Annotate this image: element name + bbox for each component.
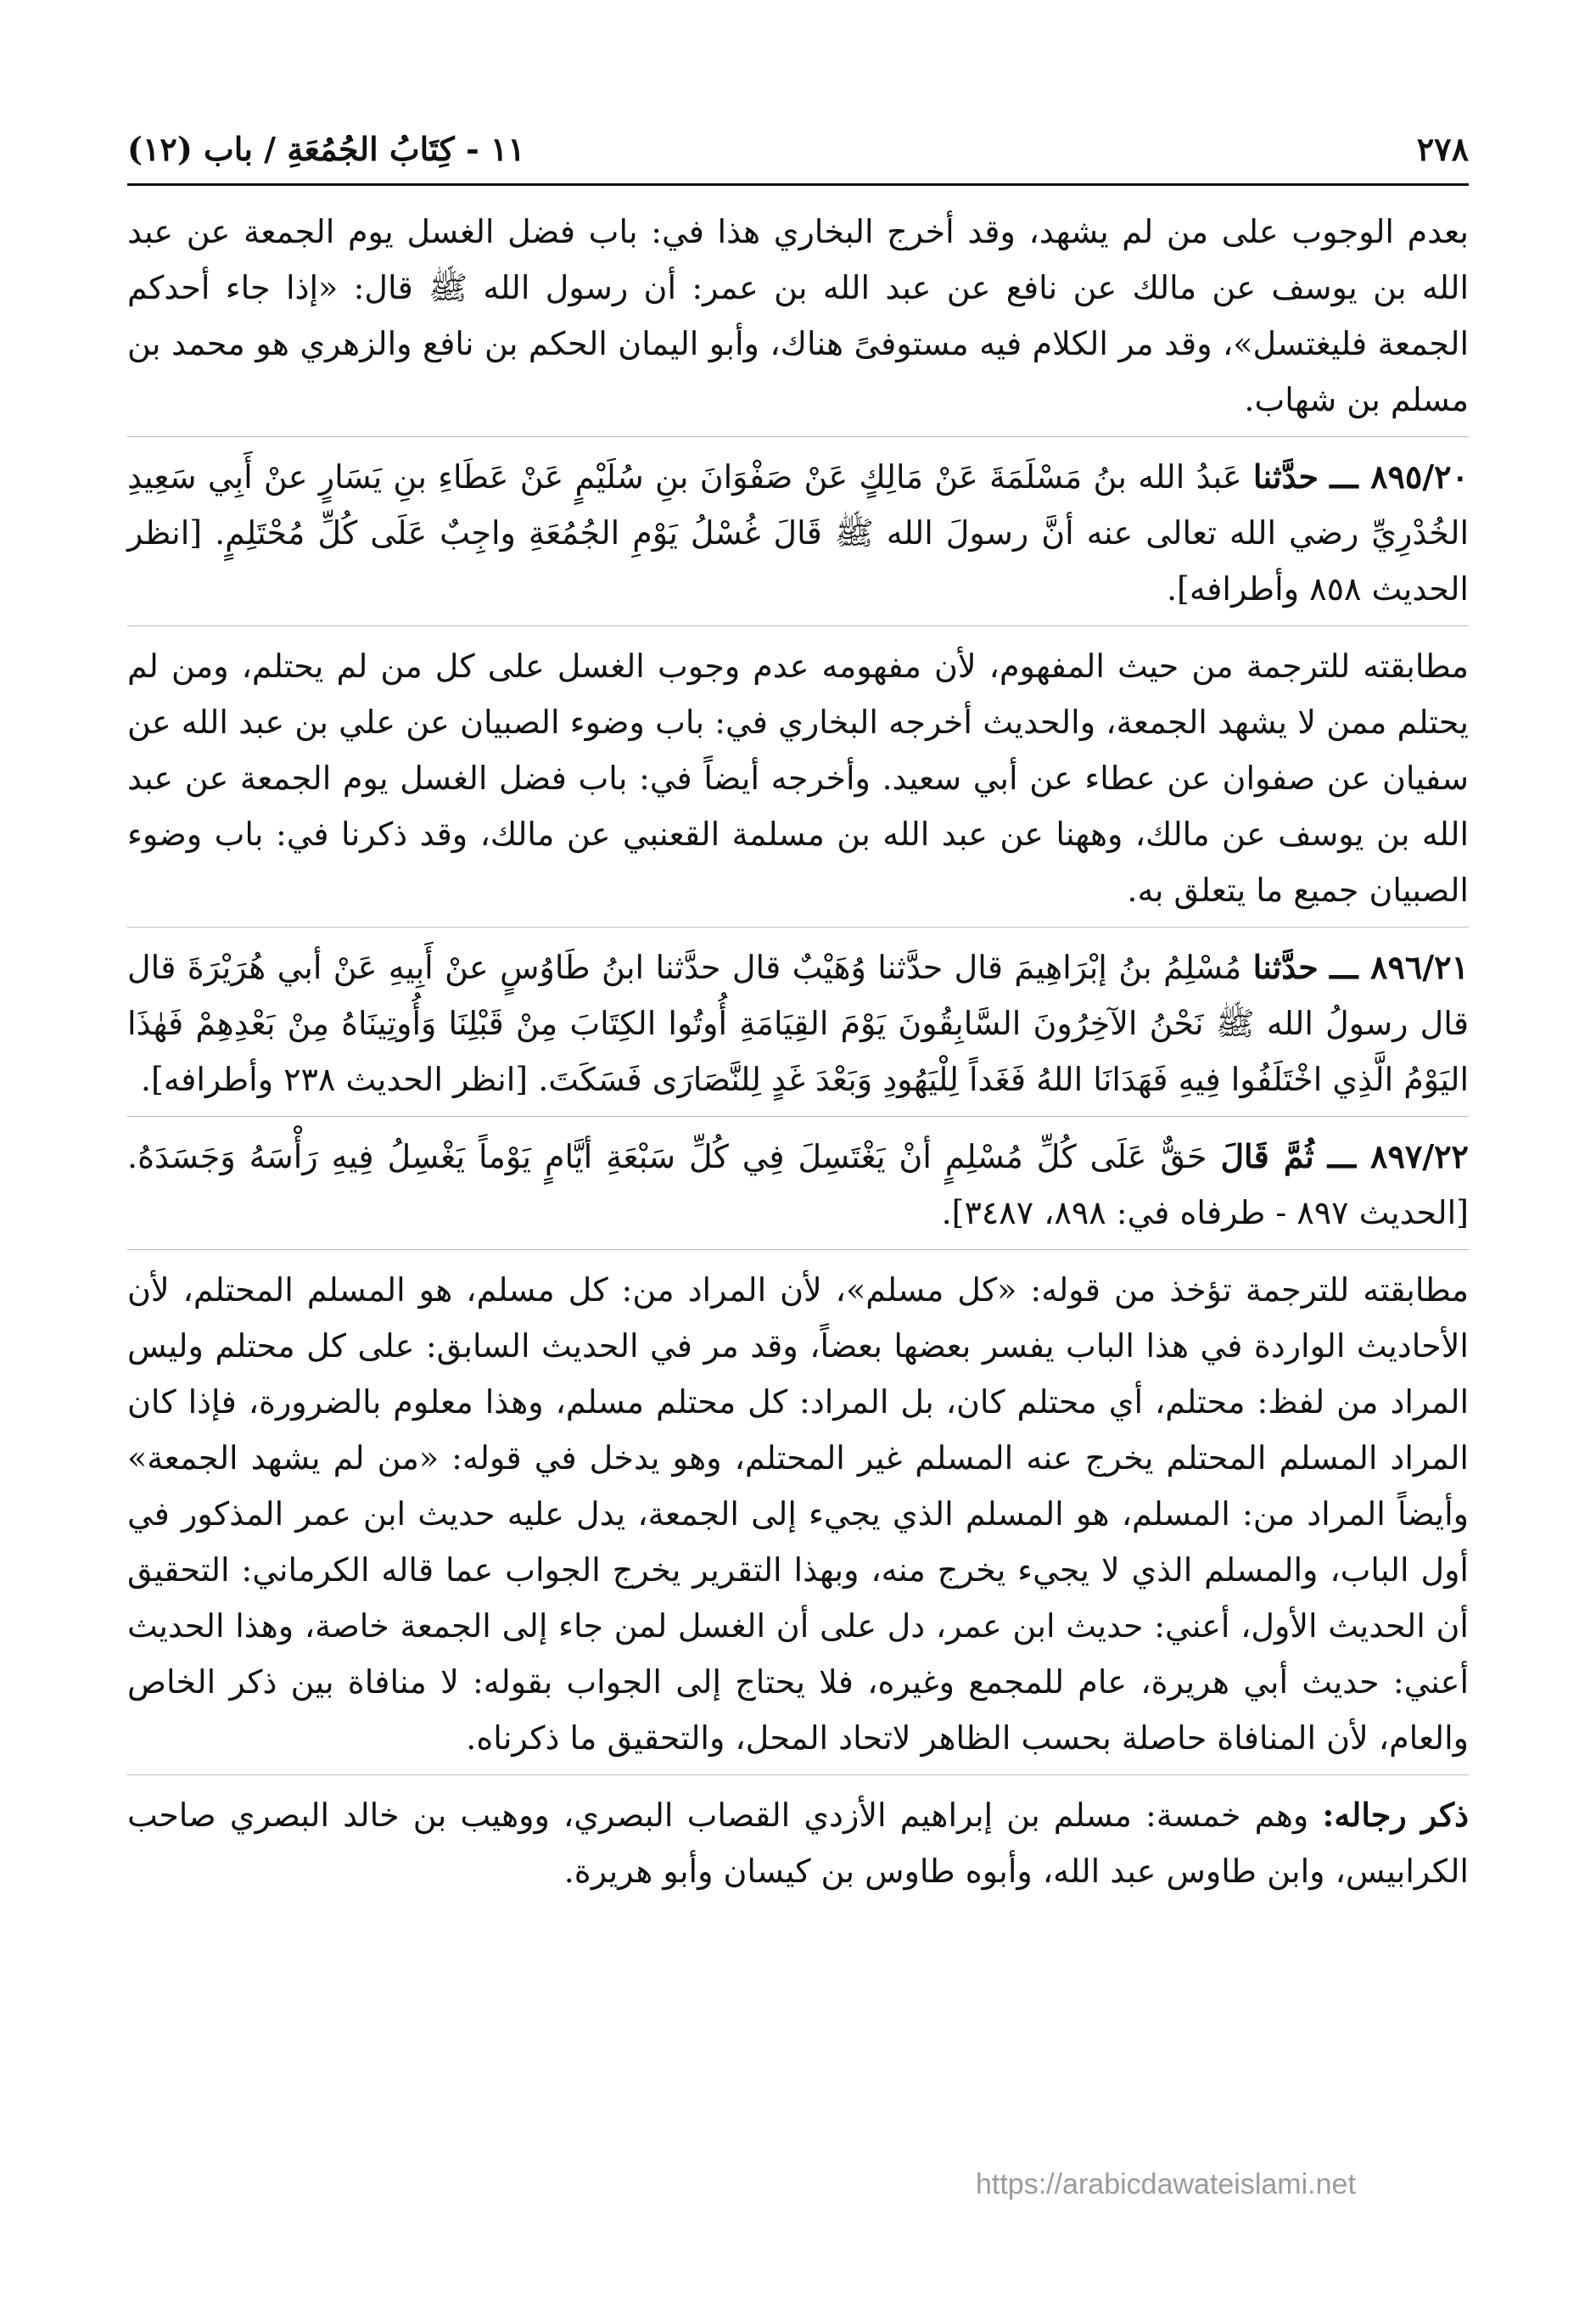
narrators-section — [127, 1787, 1469, 1899]
hadith-lead: ثُمَّ قَالَ — [1220, 1137, 1314, 1175]
hadith-number: ٨٩٧/٢٢ ـــ — [1327, 1137, 1469, 1175]
hadith-text: مُسْلِمُ بنُ إبْرَاهِيمَ قال حدَّثنا وُهَيْبٌ قال حدَّثنا ابنُ طَاوُسٍ عنْ أَبِيهِ عَنْ أبي هُرَيْرَةَ قال قال رسولُ الله ﷺ نَحْنُ الآخِرُونَ السَّابِقُونَ يَوْمَ القِيَامَةِ أُوتُوا الكِتَابَ مِنْ قَبْلِنَا وَأُوتِينَاهُ مِنْ بَعْدِهِمْ فَهٰذَا اليَوْمُ الَّذِي اخْتَلَفُوا فِيهِ فَهَدَانَا اللهُ فَغَداً لِلْيَهُودِ وَبَعْدَ غَدٍ لِلنَّصَارَى فَسَكَتَ. [انظر الحديث ٢٣٨ وأطرافه]. — [127, 949, 1469, 1098]
hadith-lead: حدَّثنا — [1252, 457, 1319, 496]
hadith-text: عَبدُ الله بنُ مَسْلَمَةَ عَنْ مَالِكٍ عَنْ صَفْوَانَ بنِ سُلَيْمٍ عَنْ عَطَاءِ بنِ يَسَارٍ عنْ أَبِي سَعِيدِ الخُدْرِيِّ رضي الله تعالى عنه أنَّ رسولَ الله ﷺ قَالَ غُسْلُ يَوْمِ الجُمُعَةِ واجِبٌ عَلَى كُلِّ مُحْتَلِمٍ. [انظر الحديث ٨٥٨ وأطرافه]. — [127, 458, 1469, 608]
hadith-896 — [127, 939, 1469, 1107]
hadith-lead: حدَّثنا — [1252, 948, 1319, 986]
section-divider — [127, 625, 1469, 626]
page-body — [127, 204, 1469, 1908]
section-divider — [127, 1116, 1469, 1117]
commentary-paragraph: مطابقته للترجمة من حيث المفهوم، لأن مفهومه عدم وجوب الغسل على كل من لم يحتلم، ومن لم يحتلم ممن لا يشهد الجمعة، والحديث أخرجه البخاري في: باب وضوء الصبيان عن علي بن عبد الله عن سفيان عن صفوان عن عطاء عن أبي سعيد. وأخرجه أيضاً في: باب فضل الغسل يوم الجمعة عن عبد الله بن يوسف عن مالك، وههنا عن عبد الله بن مسلمة القعنبي عن مالك، وقد ذكرنا في: باب وضوء الصبيان جميع ما يتعلق به. — [127, 647, 1469, 909]
page-header — [127, 119, 1469, 178]
page-number: ٢٧٨ — [1416, 129, 1469, 168]
commentary-paragraph: مطابقته للترجمة تؤخذ من قوله: «كل مسلم»، لأن المراد من: كل مسلم، هو المسلم المحتلم، لأن الأحاديث الواردة في هذا الباب يفسر بعضها بعضاً، وقد مر في الحديث السابق: على كل محتلم وليس المراد من لفظ: محتلم، أي محتلم كان، بل المراد: كل محتلم مسلم، وهذا معلوم بالضرورة، فإذا كان المراد المسلم المحتلم يخرج عنه المسلم غير المحتلم، وهو يدخل في قوله: «من لم يشهد الجمعة» وأيضاً المراد من: المسلم، هو المسلم الذي يجيء إلى الجمعة، يدل عليه حديث ابن عمر المذكور في أول الباب، والمسلم الذي لا يجيء يخرج منه، وبهذا التقرير يخرج الجواب عما قاله الكرماني: التحقيق أن الحديث الأول، أعني: حديث ابن عمر، دل على أن الغسل لمن جاء إلى الجمعة خاصة، وهذا الحديث أعني: حديث أبي هريرة، عام للمجمع وغيره، فلا يحتاج إلى الجواب بقوله: لا منافاة بين ذكر الخاص والعام، لأن المنافاة حاصلة بحسب الظاهر لاتحاد المحل، والتحقيق ما ذكرناه. — [127, 1271, 1469, 1757]
watermark-url: https://arabicdawateislami.net — [976, 2168, 1356, 2200]
section-heading: ذكر رجاله: — [1322, 1796, 1469, 1834]
hadith-897 — [127, 1129, 1469, 1241]
section-text: وهم خمسة: مسلم بن إبراهيم الأزدي القصاب البصري، ووهيب بن خالد البصري صاحب الكرابيس، وابن طاوس عبد الله، وأبوه طاوس بن كيسان وأبو هريرة. — [127, 1797, 1469, 1890]
section-divider — [127, 1774, 1469, 1775]
hadith-number: ٨٩٦/٢١ ـــ — [1330, 948, 1469, 986]
header-rule — [127, 183, 1469, 186]
section-divider — [127, 1249, 1469, 1250]
section-divider — [127, 436, 1469, 437]
chapter-title: ١١ - كِتَابُ الجُمُعَةِ / باب (١٢) — [127, 129, 525, 168]
hadith-number: ٨٩٥/٢٠ ـــ — [1330, 457, 1469, 496]
commentary-paragraph: بعدم الوجوب على من لم يشهد، وقد أخرج البخاري هذا في: باب فضل الغسل يوم الجمعة عن عبد الله بن يوسف عن مالك عن نافع عن عبد الله بن عمر: أن رسول الله ﷺ قال: «إذا جاء أحدكم الجمعة فليغتسل»، وقد مر الكلام فيه مستوفىً هناك، وأبو اليمان الحكم بن نافع والزهري هو محمد بن مسلم بن شهاب. — [127, 213, 1469, 418]
hadith-895 — [127, 449, 1469, 617]
hadith-text: حَقٌّ عَلَى كُلِّ مُسْلِمٍ أنْ يَغْتَسِلَ فِي كُلِّ سَبْعَةِ أيَّامٍ يَوْماً يَغْسِلُ فِيهِ رَأْسَهُ وَجَسَدَهُ. [الحديث ٨٩٧ - طرفاه في: ٨٩٨، ٣٤٨٧]. — [127, 1138, 1469, 1231]
section-divider — [127, 927, 1469, 928]
